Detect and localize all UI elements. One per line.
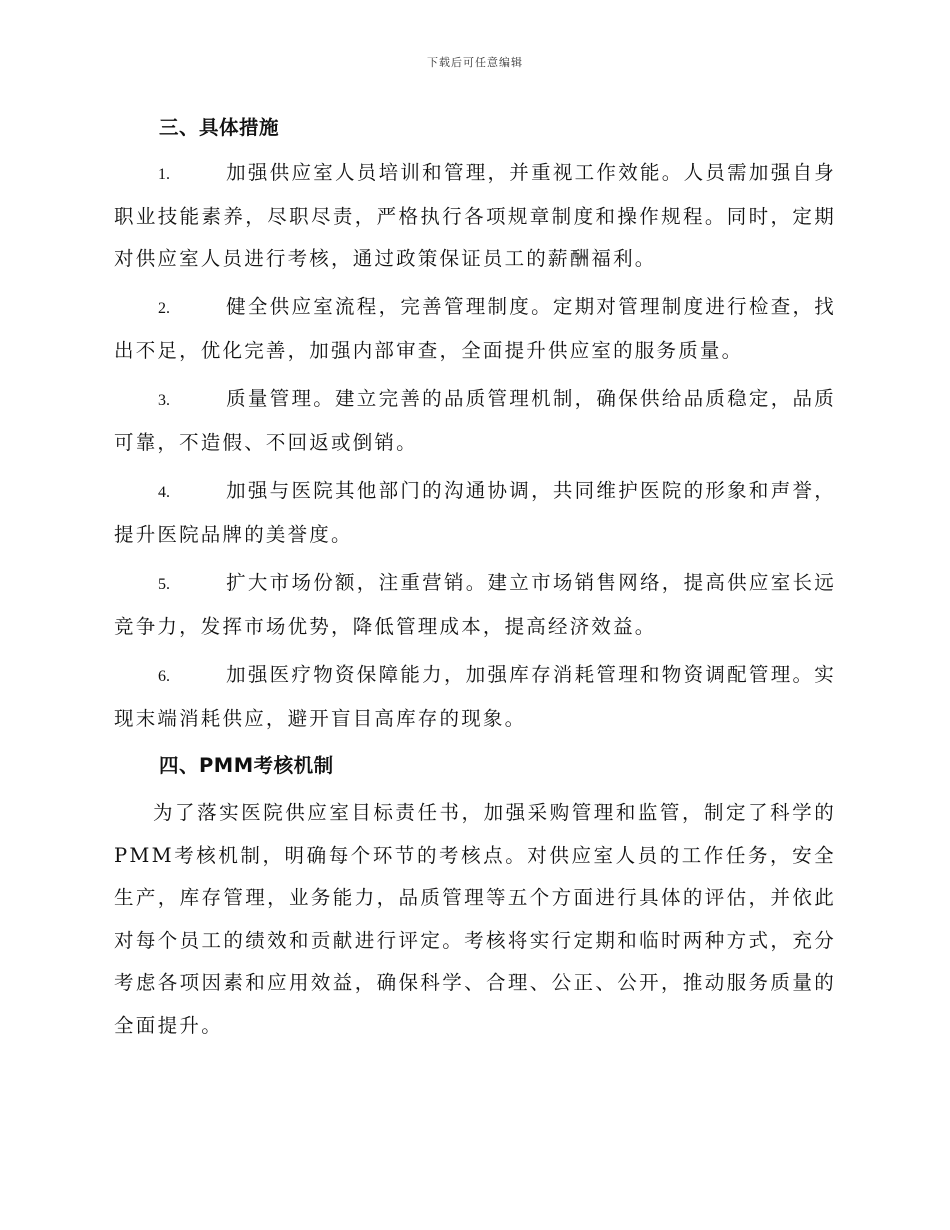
item-number: 2. <box>158 300 170 317</box>
item-text: 质量管理。建立完善的品质管理机制，确保供给品质稳定，品质可靠，不造假、不回返或倒销。 <box>114 387 836 454</box>
measure-item-3 <box>114 378 836 464</box>
item-number: 4. <box>158 484 170 501</box>
item-number: 1. <box>158 166 170 183</box>
item-number: 3. <box>158 392 170 409</box>
item-text: 加强供应室人员培训和管理，并重视工作效能。人员需加强自身职业技能素养，尽职尽责，严格执行各项规章制度和操作规程。同时，定期对供应室人员进行考核，通过政策保证员工的薪酬福利。 <box>114 161 836 270</box>
measure-item-6 <box>114 654 836 740</box>
page-header-note: 下载后可任意编辑 <box>427 56 523 69</box>
section-heading-pmm: 四、PMM考核机制 <box>159 754 334 777</box>
measure-item-1 <box>114 152 836 280</box>
measure-item-4 <box>114 470 836 556</box>
measure-item-2 <box>114 286 836 372</box>
item-text: 加强与医院其他部门的沟通协调，共同维护医院的形象和声誉，提升医院品牌的美誉度。 <box>114 479 836 546</box>
pmm-paragraph: 为了落实医院供应室目标责任书，加强采购管理和监管，制定了科学的PMM考核机制，明确每个环节的考核点。对供应室人员的工作任务，安全生产，库存管理，业务能力，品质管理等五个方面进行具体的评估，并依此对每个员工的绩效和贡献进行评定。考核将实行定期和临时两种方式，充分考虑各项因素和应用效益，确保科学、合理、公正、公开，推动服务质量的全面提升。 <box>114 801 836 1037</box>
item-number: 6. <box>158 668 170 685</box>
item-text: 扩大市场份额，注重营销。建立市场销售网络，提高供应室长远竞争力，发挥市场优势，降低管理成本，提高经济效益。 <box>114 571 836 638</box>
item-number: 5. <box>158 576 170 593</box>
document-body <box>114 110 836 1047</box>
section-heading-measures: 三、具体措施 <box>159 116 280 139</box>
item-text: 健全供应室流程，完善管理制度。定期对管理制度进行检查，找出不足，优化完善，加强内部审查，全面提升供应室的服务质量。 <box>114 295 836 362</box>
item-text: 加强医疗物资保障能力，加强库存消耗管理和物资调配管理。实现末端消耗供应，避开盲目高库存的现象。 <box>114 663 836 730</box>
measure-item-5 <box>114 562 836 648</box>
